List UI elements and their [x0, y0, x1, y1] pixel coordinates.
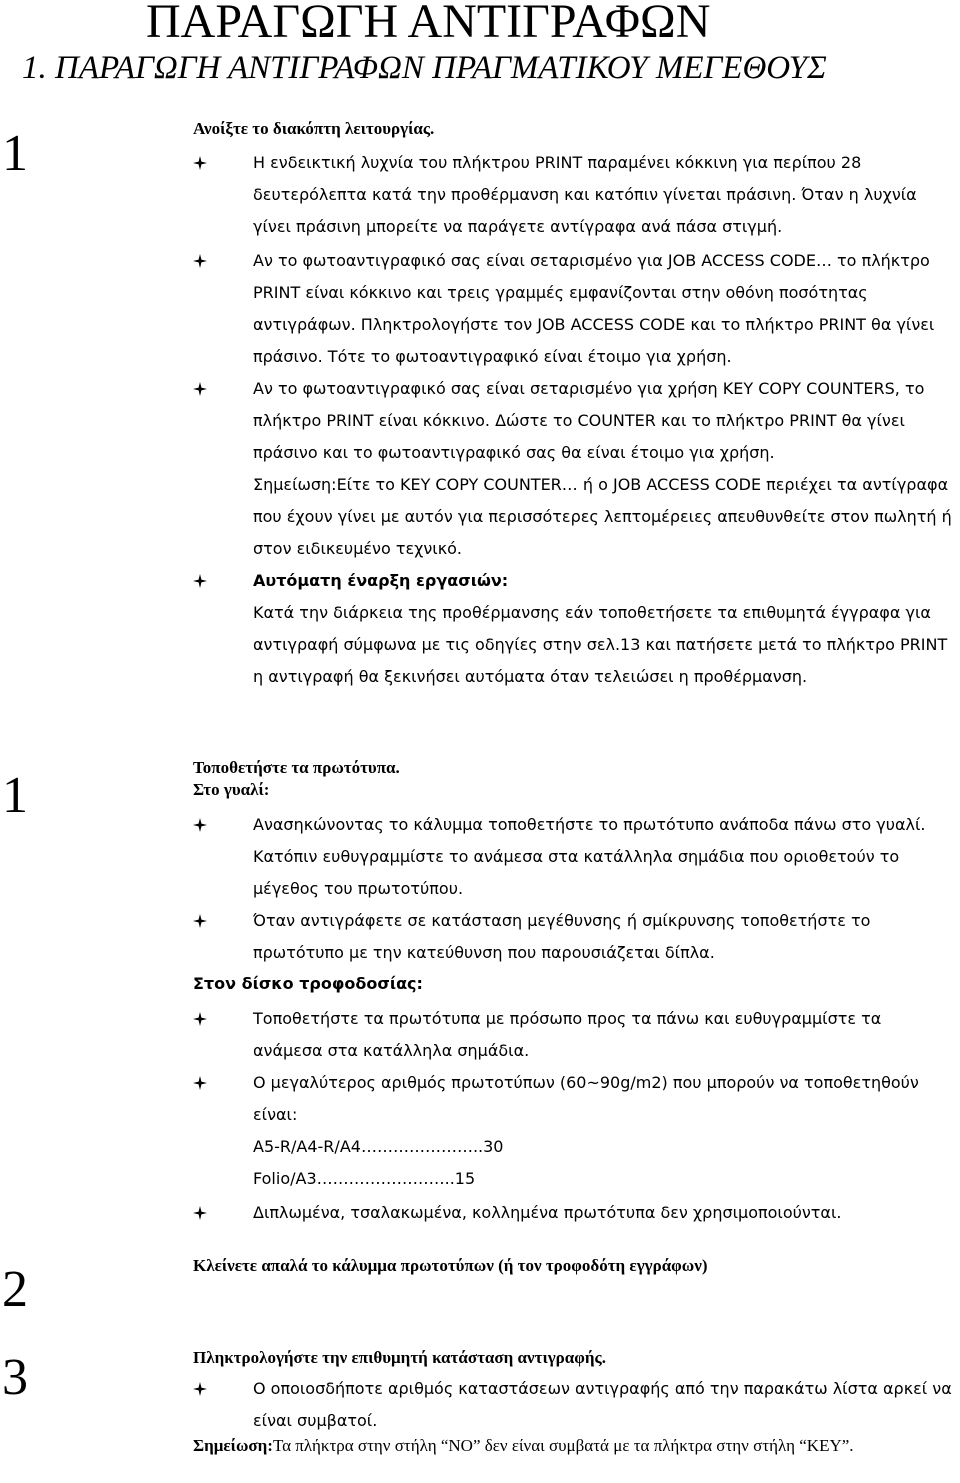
list-item [193, 565, 953, 597]
list-item-text: Τοποθετήστε τα πρωτότυπα με πρόσωπο προς τα πάνω και ευθυγραμμίστε τα ανάμεσα στα κατάλληλα σημάδια. [253, 1009, 882, 1060]
note-text: Σημείωση:Είτε το KEY COPY COUNTER… ή ο JOB ACCESS CODE περιέχει τα αντίγραφα που έχουν γίνει με αυτόν για περισσότερες λεπτομέρειες απευθυνθείτε στον πωλητή ή στον ειδικευμένο τεχνικό. [253, 475, 952, 558]
list-item-text: Ο οποιοσδήποτε αριθμός καταστάσεων αντιγραφής από την παρακάτω λίστα αρκεί να είναι συμβατοί. [253, 1379, 952, 1430]
diamond-bullet-icon [193, 156, 207, 170]
diamond-bullet-icon [193, 1206, 207, 1220]
diamond-bullet-icon [193, 254, 207, 268]
note-text: Τα πλήκτρα στην στήλη “NO” δεν είναι συμβατά με τα πλήκτρα στην στήλη “KEY”. [272, 1436, 854, 1455]
auto-start-heading: Αυτόματη έναρξη εργασιών: [253, 571, 509, 590]
section-subtitle: 1. ΠΑΡΑΓΩΓΗ ΑΝΤΙΓΡΑΦΩΝ ΠΡΑΓΜΑΤΙΚΟΥ ΜΕΓΕΘΟΥΣ [22, 50, 827, 86]
step-number: 3 [2, 1349, 28, 1406]
list-item [193, 1197, 953, 1229]
list-item [193, 1003, 953, 1067]
note-label: Σημείωση: [193, 1436, 273, 1455]
diamond-bullet-icon [193, 382, 207, 396]
list-item-text: Αν το φωτοαντιγραφικό σας είναι σεταρισμένο για χρήση KEY COPY COUNTERS, το πλήκτρο PRINT είναι κόκκινο. Δώστε το COUNTER και το πλήκτρο PRINT θα γίνει πράσινο και το φωτοαντιγραφικό σας θα είναι έτοιμο για χρήση. [253, 379, 925, 462]
auto-start-text: Κατά την διάρκεια της προθέρμανσης εάν τοποθετήσετε τα επιθυμητά έγγραφα για αντιγραφή σύμφωνα με τις οδηγίες στην σελ.13 και πατήσετε μετά το πλήκτρο PRINT η αντιγραφή θα ξεκινήσει αυτόματα όταν τελειώσει η προθέρμανση. [253, 603, 948, 686]
list-item [193, 245, 953, 373]
list-item [193, 147, 953, 243]
step-heading: Κλείνετε απαλά το κάλυμμα πρωτοτύπων (ή τον τροφοδότη εγγράφων) [193, 1256, 708, 1275]
size-line: Folio/A3……………………..15 [253, 1169, 476, 1188]
page-title: ΠΑΡΑΓΩΓΗ ΑΝΤΙΓΡΑΦΩΝ [146, 0, 711, 48]
list-item [193, 373, 953, 469]
list-item-text: Ανασηκώνοντας το κάλυμμα τοποθετήστε το πρωτότυπο ανάποδα πάνω στο γυαλί. Κατόπιν ευθυγραμμίστε το ανάμεσα στα κατάλληλα σημάδια που οριοθετούν το μέγεθος του πρωτοτύπου. [253, 815, 926, 898]
diamond-bullet-icon [193, 818, 207, 832]
step-number: 1 [2, 767, 28, 824]
step-number: 2 [2, 1261, 28, 1318]
list-item-text: Αν το φωτοαντιγραφικό σας είναι σεταρισμένο για JOB ACCESS CODE… το πλήκτρο PRINT είναι κόκκινο και τρεις γραμμές εμφανίζονται στην οθόνη ποσότητας αντιγράφων. Πληκτρολογήστε τον JOB ACCESS CODE και το πλήκτρο PRINT θα γίνει πράσινο. Τότε το φωτοαντιγραφικό είναι έτοιμο για χρήση. [253, 251, 935, 366]
diamond-bullet-icon [193, 1012, 207, 1026]
list-item-text: Η ενδεικτική λυχνία του πλήκτρου PRINT παραμένει κόκκινη για περίπου 28 δευτερόλεπτα κατά την προθέρμανση και κατόπιν γίνεται πράσινη. Όταν η λυχνία γίνει πράσινη μπορείτε να παράγετε αντίγραφα ανά πάσα στιγμή. [253, 153, 917, 236]
final-note [193, 1433, 953, 1459]
list-item-text: Ο μεγαλύτερος αριθμός πρωτοτύπων (60~90g/m2) που μπορούν να τοποθετηθούν είναι: [253, 1073, 919, 1124]
diamond-bullet-icon [193, 574, 207, 588]
list-item [193, 905, 953, 969]
step-heading: Τοποθετήστε τα πρωτότυπα. [193, 758, 400, 777]
step-heading: Πληκτρολογήστε την επιθυμητή κατάσταση αντιγραφής. [193, 1348, 606, 1367]
diamond-bullet-icon [193, 1076, 207, 1090]
size-line: A5-R/A4-R/A4…………………..30 [253, 1137, 504, 1156]
list-item [193, 809, 953, 905]
step-heading: Ανοίξτε το διακόπτη λειτουργίας. [193, 119, 435, 138]
list-item-text: Διπλωμένα, τσαλακωμένα, κολλημένα πρωτότυπα δεν χρησιμοποιούνται. [253, 1203, 842, 1222]
diamond-bullet-icon [193, 914, 207, 928]
diamond-bullet-icon [193, 1382, 207, 1396]
list-item-text: Όταν αντιγράφετε σε κατάσταση μεγέθυνσης ή σμίκρυνσης τοποθετήστε το πρωτότυπο με την κατεύθυνση που παρουσιάζεται δίπλα. [253, 911, 871, 962]
list-item [193, 1373, 953, 1437]
step-number: 1 [2, 125, 28, 182]
glass-heading: Στο γυαλί: [193, 780, 270, 799]
feeder-heading: Στον δίσκο τροφοδοσίας: [193, 974, 423, 993]
list-item [193, 1067, 953, 1131]
